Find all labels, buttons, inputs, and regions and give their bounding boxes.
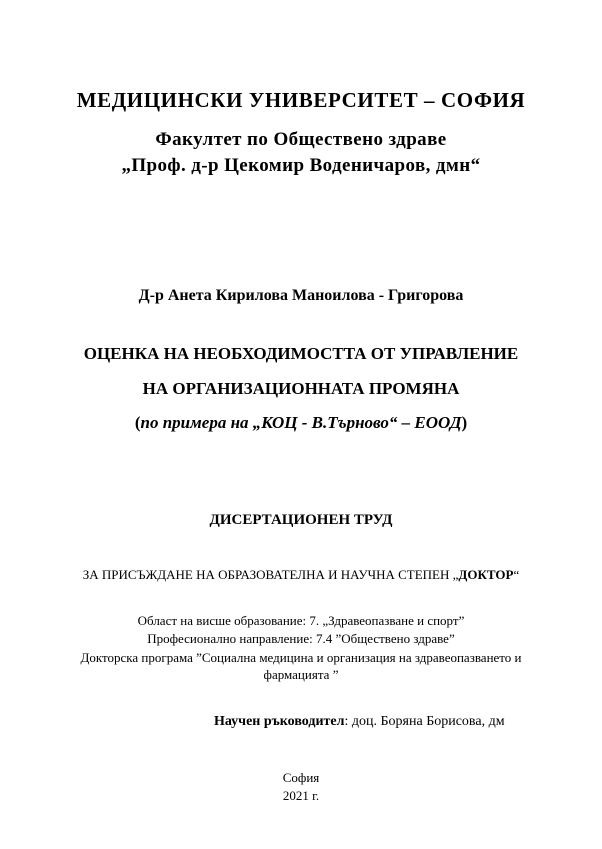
work-type: ДИСЕРТАЦИОНЕН ТРУД: [209, 512, 393, 528]
subtitle-open-paren: (: [134, 413, 141, 432]
supervisor-label: Научен ръководител: [214, 714, 345, 729]
degree-line: [0, 567, 602, 583]
city: София: [282, 770, 320, 785]
degree-suffix: “: [513, 567, 520, 582]
supervisor-value: : доц. Боряна Борисова, дм: [344, 714, 505, 729]
faculty-title: Факултет по Обществено здраве: [155, 129, 447, 150]
subtitle-close-paren: ): [461, 413, 468, 432]
thesis-title-line-1: ОЦЕНКА НА НЕОБХОДИМОСТТА ОТ УПРАВЛЕНИЕ: [83, 344, 519, 363]
professional-direction: Професионално направление: 7.4 ”Обществено здраве”: [147, 631, 455, 646]
degree-name: ДОКТОР: [458, 567, 514, 582]
thesis-title-line-2: НА ОРГАНИЗАЦИОННАТА ПРОМЯНА: [142, 379, 460, 398]
education-area: Област на висше образование: 7. „Здравеопазване и спорт”: [137, 613, 465, 628]
faculty-name: „Проф. д-р Цекомир Воденичаров, дмн“: [121, 155, 481, 176]
supervisor-line: [214, 714, 505, 730]
degree-prefix: ЗА ПРИСЪЖДАНЕ НА ОБРАЗОВАТЕЛНА И НАУЧНА СТЕПЕН „: [82, 567, 459, 582]
doctoral-program: Докторска програма ”Социална медицина и организация на здравеопазването и: [80, 650, 522, 665]
year: 2021 г.: [282, 788, 320, 803]
thesis-subtitle: [0, 413, 602, 433]
author-name: Д-р Анета Кирилова Маноилова - Григорова: [138, 287, 464, 304]
doctoral-program-continued: фармацията ”: [263, 667, 339, 682]
subtitle-text: по примера на „КОЦ - В.Търново“ – ЕООД: [140, 413, 462, 432]
university-name: МЕДИЦИНСКИ УНИВЕРСИТЕТ – СОФИЯ: [76, 88, 526, 112]
